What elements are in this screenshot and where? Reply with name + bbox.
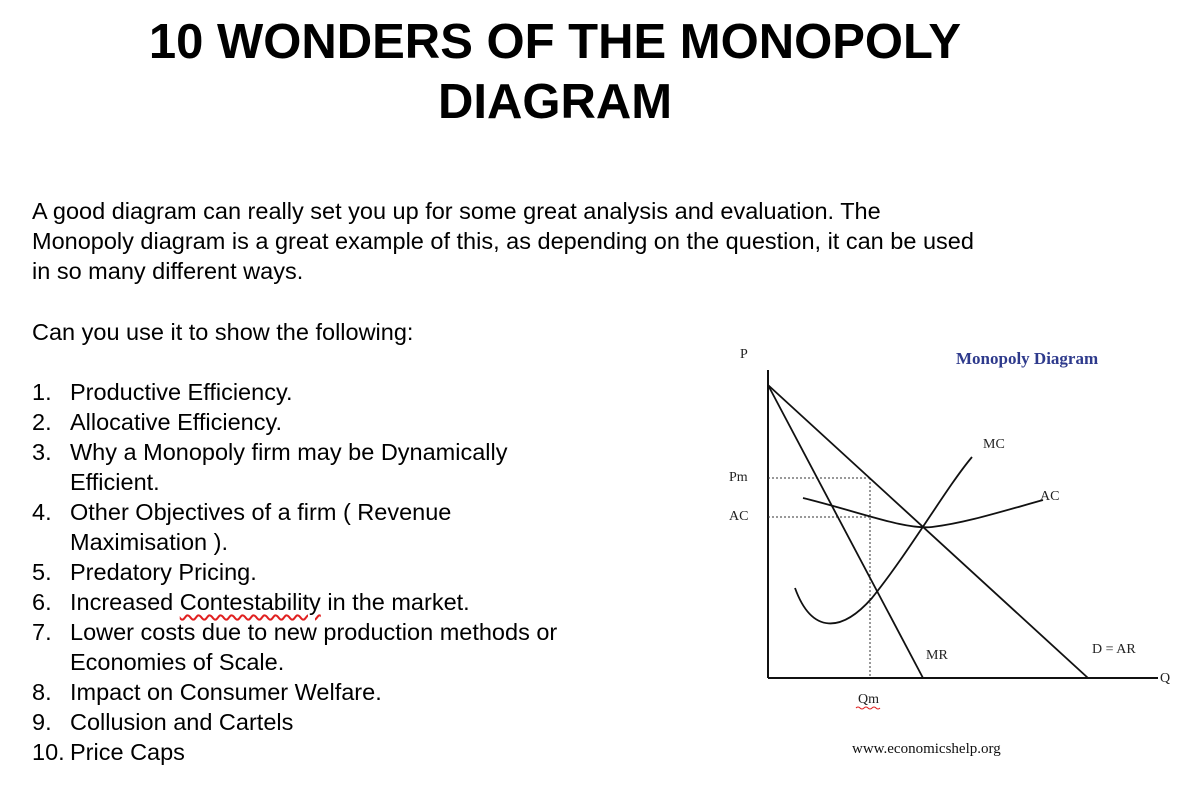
list-number: 1.	[32, 379, 52, 405]
list-text: Productive Efficiency.	[70, 379, 293, 405]
diagram-title: Monopoly Diagram	[956, 349, 1099, 368]
marginal-cost-curve	[795, 457, 972, 623]
list-text: Collusion and Cartels	[70, 709, 294, 735]
average-cost-curve	[803, 498, 1043, 527]
list-number: 4.	[32, 499, 52, 525]
list-number: 2.	[32, 409, 52, 435]
list-item	[32, 407, 632, 437]
list-text-post: in the market.	[320, 589, 470, 615]
demand-curve	[768, 385, 1088, 678]
quantity-axis-label: Q	[1160, 671, 1171, 686]
title-line-1: 10 WONDERS OF THE MONOPOLY	[148, 15, 962, 69]
list-text: Lower costs due to new production methods or	[70, 619, 558, 645]
mr-label: MR	[926, 648, 948, 663]
qm-spellcheck-mark	[856, 707, 880, 709]
list-number: 3.	[32, 439, 52, 465]
list-text-continued: Maximisation ).	[70, 529, 229, 555]
wonders-list	[32, 377, 632, 767]
list-item	[32, 737, 632, 767]
intro-line-1: A good diagram can really set you up for some great analysis and evaluation. The	[32, 198, 881, 224]
monopoly-diagram	[700, 330, 1190, 760]
list-number: 5.	[32, 559, 52, 585]
list-item	[32, 557, 632, 587]
list-number: 7.	[32, 619, 52, 645]
list-text: Impact on Consumer Welfare.	[70, 679, 382, 705]
list-text: Price Caps	[70, 739, 185, 765]
ac-curve-label: AC	[1040, 489, 1060, 504]
list-text-continued: Efficient.	[70, 469, 160, 495]
list-number: 6.	[32, 589, 52, 615]
spellcheck-word[interactable]: Contestability	[179, 589, 321, 615]
source-credit: www.economicshelp.org	[852, 741, 1001, 757]
list-item	[32, 497, 632, 557]
price-axis-label: P	[740, 347, 748, 362]
intro-line-2: Monopoly diagram is a great example of this, as depending on the question, it can be used	[32, 228, 974, 254]
list-text-continued: Economies of Scale.	[70, 649, 285, 675]
page-title	[0, 12, 1110, 132]
demand-label: D = AR	[1092, 642, 1136, 657]
intro-paragraph	[32, 196, 1112, 286]
list-text: Why a Monopoly firm may be Dynamically	[70, 439, 508, 465]
list-item	[32, 707, 632, 737]
mc-label: MC	[983, 437, 1005, 452]
qm-label: Qm	[858, 692, 879, 707]
list-text: Predatory Pricing.	[70, 559, 257, 585]
list-number: 8.	[32, 679, 52, 705]
list-number: 9.	[32, 709, 52, 735]
pm-label: Pm	[729, 470, 748, 485]
list-item	[32, 617, 632, 677]
marginal-revenue-curve	[768, 385, 923, 678]
ac-axis-label: AC	[729, 509, 749, 524]
list-item	[32, 377, 632, 407]
list-text: Allocative Efficiency.	[70, 409, 283, 435]
list-number: 10.	[32, 739, 65, 765]
list-item	[32, 437, 632, 497]
list-item	[32, 587, 632, 617]
list-text-pre: Increased	[70, 589, 180, 615]
intro-line-3: in so many different ways.	[32, 258, 304, 284]
list-item	[32, 677, 632, 707]
list-prompt: Can you use it to show the following:	[32, 319, 414, 345]
title-line-2: DIAGRAM	[437, 75, 673, 129]
list-text: Other Objectives of a firm ( Revenue	[70, 499, 452, 525]
